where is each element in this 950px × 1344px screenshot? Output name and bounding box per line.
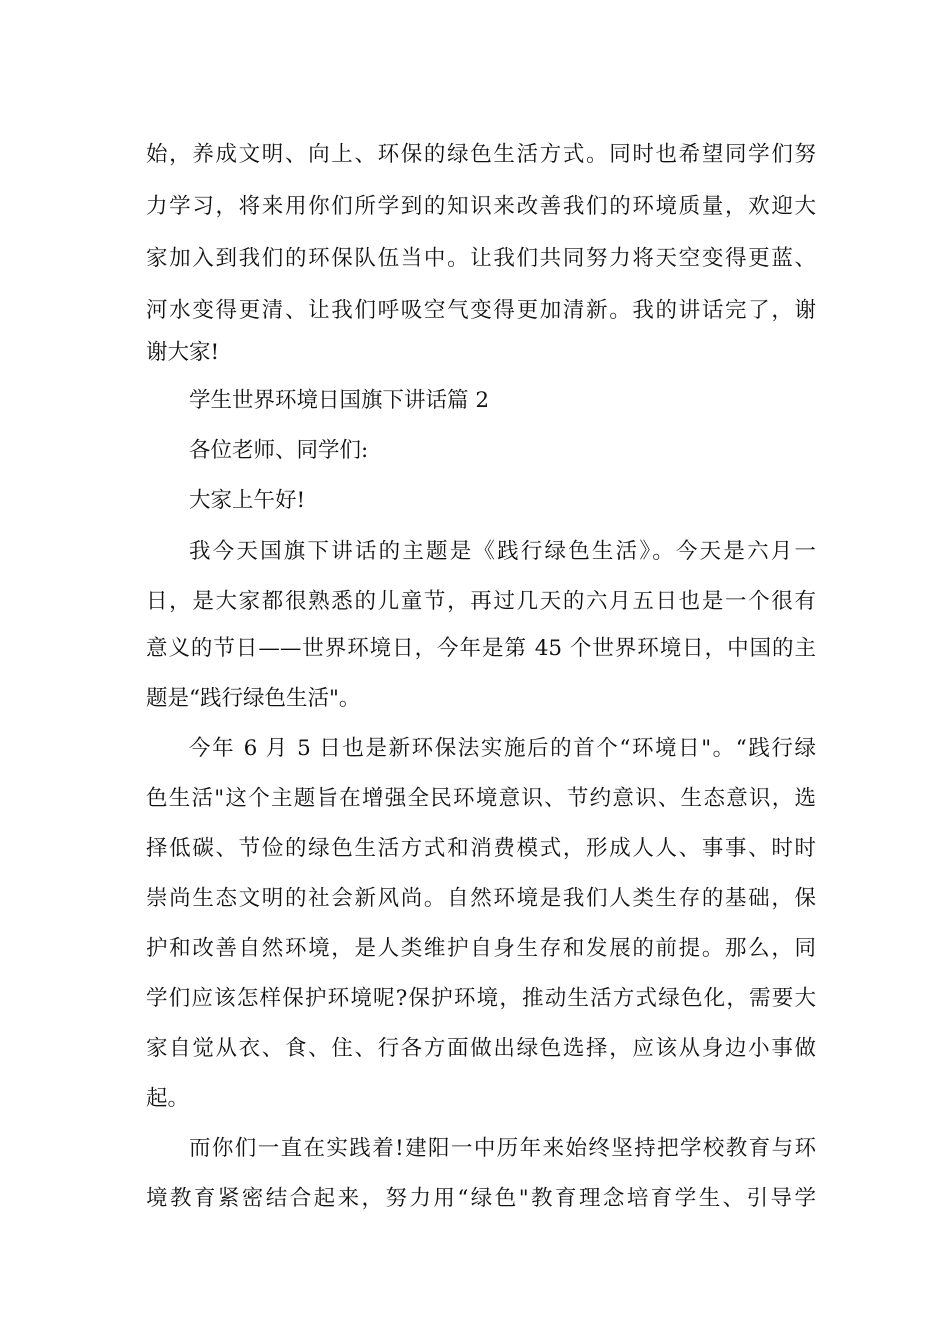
section-heading: 学生世界环境日国旗下讲话篇 2 (189, 388, 490, 413)
text-line: 崇尚生态文明的社会新风尚。自然环境是我们人类生存的基础，保 (146, 886, 816, 911)
text-line: 我今天国旗下讲话的主题是《践行绿色生活》。今天是六月一 (189, 539, 816, 564)
text-line: 择低碳、节俭的绿色生活方式和消费模式，形成人人、事事、时时 (146, 836, 816, 861)
greeting: 大家上午好! (189, 488, 306, 513)
text-line: 力学习，将来用你们所学到的知识来改善我们的环境质量，欢迎大 (146, 194, 816, 219)
text-line: 境教育紧密结合起来，努力用“绿色"教育理念培育学生、引导学 (146, 1186, 816, 1211)
text-line: 谢大家! (146, 340, 220, 365)
text-line: 今年 6 月 5 日也是新环保法实施后的首个“环境日"。“践行绿 (189, 736, 816, 761)
text-line: 河水变得更清、让我们呼吸空气变得更加清新。我的讲话完了，谢 (146, 298, 816, 323)
text-line: 家自觉从衣、食、住、行各方面做出绿色选择，应该从身边小事做 (146, 1036, 816, 1061)
text-line: 日，是大家都很熟悉的儿童节，再过几天的六月五日也是一个很有 (146, 589, 816, 614)
text-line: 意义的节日——世界环境日，今年是第 45 个世界环境日，中国的主 (146, 636, 816, 661)
text-line: 始，养成文明、向上、环保的绿色生活方式。同时也希望同学们努 (146, 142, 816, 167)
text-line: 护和改善自然环境，是人类维护自身生存和发展的前提。那么，同 (146, 936, 816, 961)
text-line: 起。 (146, 1086, 190, 1111)
text-line: 色生活"这个主题旨在增强全民环境意识、节约意识、生态意识，选 (146, 786, 816, 811)
text-line: 家加入到我们的环保队伍当中。让我们共同努力将天空变得更蓝、 (146, 246, 816, 271)
text-line: 题是“践行绿色生活"。 (146, 686, 361, 711)
text-line: 而你们一直在实践着!建阳一中历年来始终坚持把学校教育与环 (189, 1136, 816, 1161)
salutation: 各位老师、同学们: (189, 438, 369, 463)
text-line: 学们应该怎样保护环境呢?保护环境，推动生活方式绿色化，需要大 (146, 986, 816, 1011)
